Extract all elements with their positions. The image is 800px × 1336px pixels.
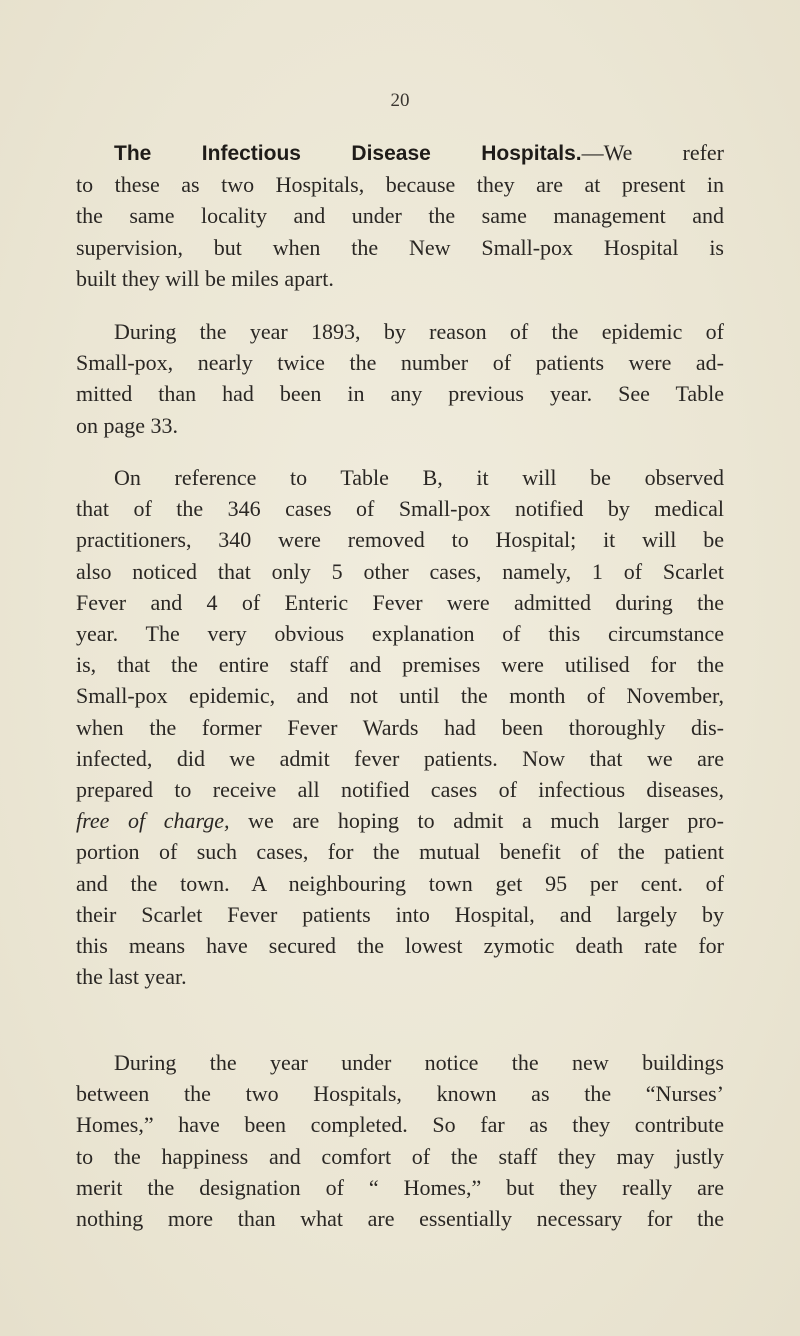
- text-line: prepared to receive all notified cases of infectious diseases,: [76, 777, 724, 803]
- text-line: [76, 805, 724, 836]
- text-line: practitioners, 340 were removed to Hospital; it will be: [76, 527, 724, 553]
- text-line: Homes,” have been completed. So far as they contribute: [76, 1112, 724, 1138]
- text-line: portion of such cases, for the mutual benefit of the patient: [76, 839, 724, 865]
- text-line: that of the 346 cases of Small-pox notified by medical: [76, 496, 724, 522]
- paragraph-3: [76, 462, 724, 992]
- text-line: year. The very obvious explanation of this circumstance: [76, 621, 724, 647]
- text-line: On reference to Table B, it will be observed: [114, 465, 724, 490]
- text-line: Small-pox, nearly twice the number of patients were ad-: [76, 350, 724, 376]
- text-line: During the year under notice the new buildings: [114, 1050, 724, 1075]
- text-line: also noticed that only 5 other cases, namely, 1 of Scarlet: [76, 558, 724, 584]
- text-line: when the former Fever Wards had been thoroughly dis-: [76, 714, 724, 740]
- text-line: to the happiness and comfort of the staff they may justly: [76, 1143, 724, 1169]
- text-line: is, that the entire staff and premises were utilised for the: [76, 652, 724, 678]
- text-line: Small-pox epidemic, and not until the month of November,: [76, 683, 724, 709]
- section-heading: The Infectious Disease Hospitals.: [114, 142, 582, 165]
- text-line: this means have secured the lowest zymotic death rate for: [76, 933, 724, 959]
- italic-line-rest: we are hoping to admit a much larger pro-: [229, 808, 724, 834]
- text-line: to these as two Hospitals, because they are at present in: [76, 172, 724, 198]
- text-line: and the town. A neighbouring town get 95 per cent. of: [76, 870, 724, 896]
- page-number: 20: [390, 90, 410, 111]
- paragraph-2: [76, 316, 724, 441]
- text-line: on page 33.: [76, 412, 179, 438]
- heading-line-rest: —We refer: [581, 140, 724, 165]
- text-line: nothing more than what are essentially necessary for the: [76, 1206, 724, 1232]
- text-line: Fever and 4 of Enteric Fever were admitted during the: [76, 589, 724, 615]
- paragraph-4: [76, 1047, 724, 1234]
- text-line: built they will be miles apart.: [76, 265, 334, 291]
- text-line: infected, did we admit fever patients. Now that we are: [76, 745, 724, 771]
- text-line: the same locality and under the same management and: [76, 203, 724, 229]
- text-line: the last year.: [76, 964, 187, 990]
- text-line: [76, 137, 724, 169]
- text-line: supervision, but when the New Small-pox Hospital is: [76, 234, 724, 260]
- text-line: between the two Hospitals, known as the “Nurses’: [76, 1081, 724, 1107]
- text-line: their Scarlet Fever patients into Hospital, and largely by: [76, 901, 724, 927]
- text-line: During the year 1893, by reason of the epidemic of: [114, 319, 724, 344]
- paragraph-1: [76, 137, 724, 294]
- text-line: mitted than had been in any previous year. See Table: [76, 381, 724, 407]
- text-line: merit the designation of “ Homes,” but they really are: [76, 1174, 724, 1200]
- italic-phrase: free of charge,: [76, 808, 230, 834]
